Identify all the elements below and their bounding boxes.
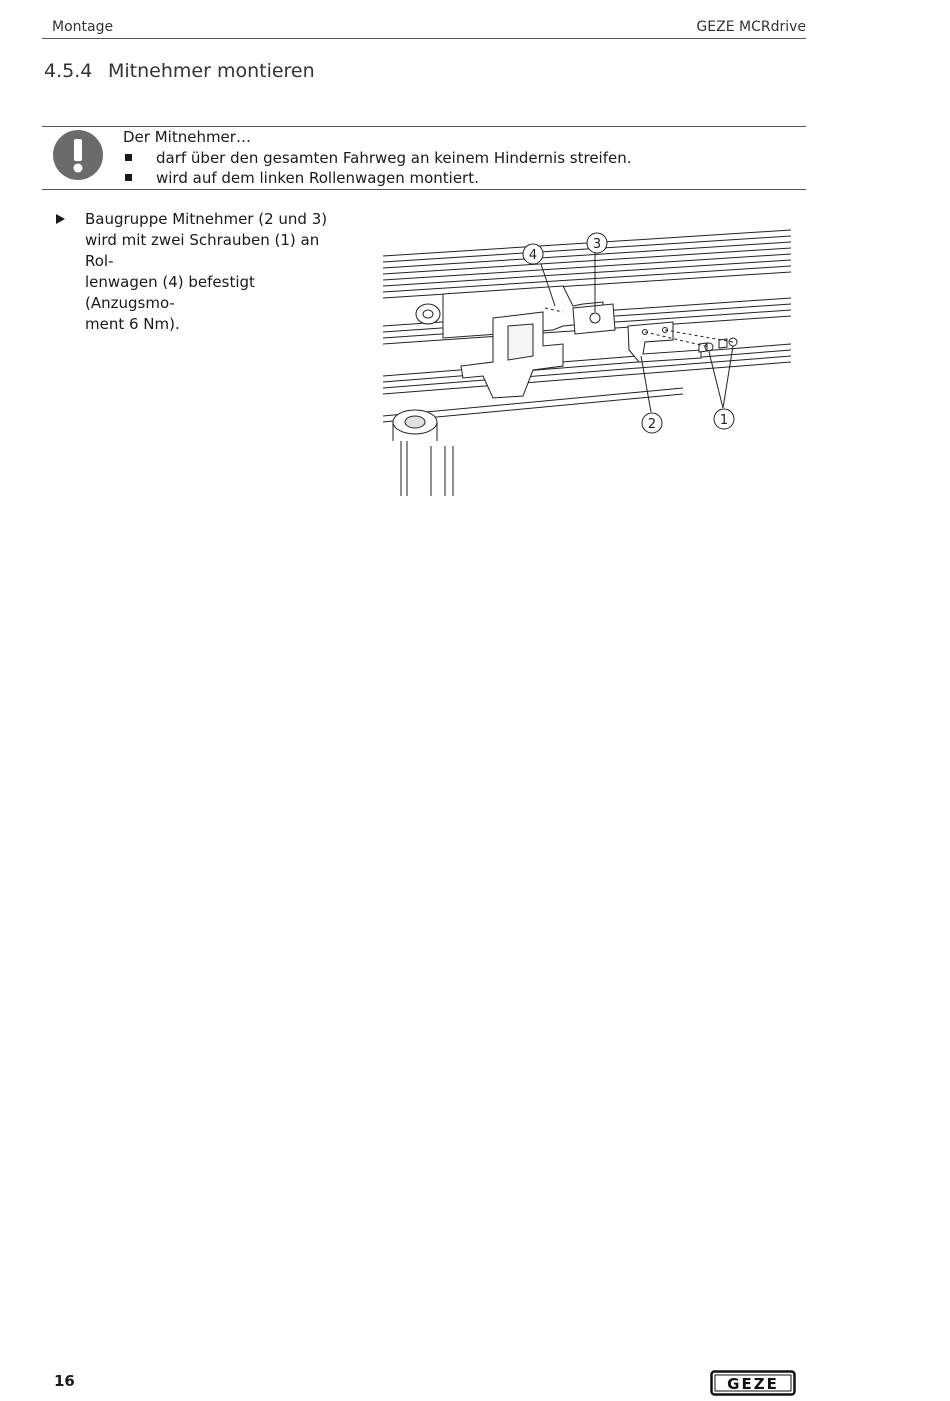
page-header bbox=[42, 18, 806, 39]
exclamation-icon bbox=[52, 129, 104, 181]
step-line: lenwagen (4) befestigt (Anzugsmo- bbox=[85, 273, 255, 312]
header-product: GEZE MCRdrive bbox=[696, 19, 806, 35]
header-chapter: Montage bbox=[52, 19, 114, 35]
notice-list-item bbox=[123, 148, 632, 168]
notice-box bbox=[42, 126, 806, 190]
step-line: ment 6 Nm). bbox=[85, 315, 180, 333]
notice-intro: Der Mitnehmer… bbox=[123, 128, 251, 146]
step-arrow-icon bbox=[56, 214, 65, 224]
section-title: Mitnehmer montieren bbox=[108, 60, 315, 82]
step-text bbox=[85, 209, 347, 335]
bullet-square-icon bbox=[125, 154, 132, 161]
notice-item-text: wird auf dem linken Rollenwagen montiert. bbox=[156, 169, 479, 187]
assembly-figure bbox=[383, 226, 793, 496]
section-number: 4.5.4 bbox=[44, 60, 93, 82]
svg-text:GEZE: GEZE bbox=[727, 1375, 779, 1393]
geze-logo bbox=[710, 1370, 796, 1396]
callout-label: 1 bbox=[719, 413, 729, 428]
step-line: wird mit zwei Schrauben (1) an Rol- bbox=[85, 231, 320, 270]
callout-label: 3 bbox=[592, 237, 602, 252]
carrier-assembly-drawing bbox=[383, 226, 793, 496]
callout-label: 2 bbox=[647, 417, 657, 432]
bullet-square-icon bbox=[125, 174, 132, 181]
notice-list-item bbox=[123, 168, 632, 188]
page-number: 16 bbox=[54, 1372, 75, 1390]
step-line: Baugruppe Mitnehmer (2 und 3) bbox=[85, 210, 328, 228]
notice-item-text: darf über den gesamten Fahrweg an keinem Hindernis streifen. bbox=[156, 149, 632, 167]
callout-label: 4 bbox=[528, 248, 538, 263]
notice-list bbox=[123, 148, 632, 188]
